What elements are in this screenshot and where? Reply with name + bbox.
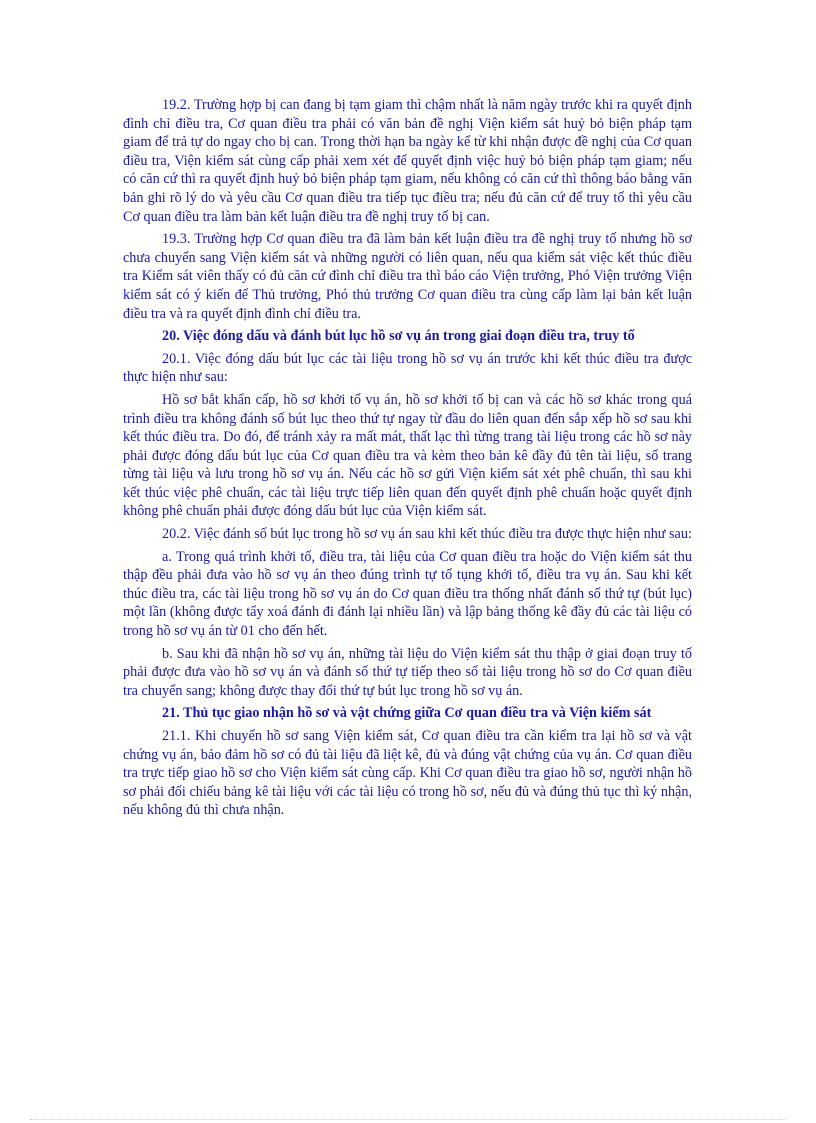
paragraph-20-2: 20.2. Việc đánh số bút lục trong hồ sơ vụ án sau khi kết thúc điều tra được thực hiện như sau: <box>162 526 692 543</box>
paragraph-20-2-a: a. Trong quá trình khởi tố, điều tra, tài liệu của Cơ quan điều tra hoặc do Viện kiểm sát thu thập đều phải đưa vào hồ sơ vụ án theo đúng trình tự tố tụng khởi tố, điều tra vụ án. Sau khi kết thúc điều tra, các tài liệu trong hồ sơ vụ án do Cơ quan điều tra thống nhất đánh số thứ tự (bút lục) một lần (không được tẩy xoá đánh đi đánh lại nhiều lần) và lập bảng thống kê đầy đủ các tài liệu có trong hồ sơ vụ án từ 01 cho đến hết. <box>123 548 692 640</box>
paragraph-20-2-b: b. Sau khi đã nhận hồ sơ vụ án, những tài liệu do Viện kiểm sát thu thập ở giai đoạn truy tố phải được đưa vào hồ sơ vụ án và đánh số thứ tự tiếp theo số tài liệu trong hồ sơ do Cơ quan điều tra chuyển sang; không được thay đổi thứ tự bút lục trong hồ sơ vụ án. <box>123 645 692 699</box>
paragraph-20-1-detail: Hồ sơ bắt khẩn cấp, hồ sơ khởi tố vụ án, hồ sơ khởi tố bị can và các hồ sơ khác trong quá trình điều tra không đánh số bút lục theo thứ tự ngay từ đầu do liên quan đến sắp xếp hồ sơ sau khi kết thúc điều tra. Do đó, để tránh xảy ra mất mát, thất lạc thì từng trang tài liệu trong các hồ sơ này phải được đóng dấu bút lục của Cơ quan điều tra và kèm theo bản kê đầy đủ tên tài liệu, số trang từng tài liệu và lưu trong hồ sơ vụ án. Nếu các hồ sơ gửi Viện kiểm sát xét phê chuẩn, thì sau khi kết thúc việc phê chuẩn, các tài liệu trực tiếp liên quan đến quyết định phê chuẩn hoặc quyết định không phê chuẩn phải được đóng dấu bút lục của Viện kiểm sát. <box>123 391 692 520</box>
paragraph-20-1: 20.1. Việc đóng dấu bút lục các tài liệu trong hồ sơ vụ án trước khi kết thúc điều tra được thực hiện như sau: <box>123 350 692 386</box>
section-heading-20: 20. Việc đóng dấu và đánh bút lục hồ sơ vụ án trong giai đoạn điều tra, truy tố <box>162 328 635 345</box>
paragraph-21-1: 21.1. Khi chuyển hồ sơ sang Viện kiểm sát, Cơ quan điều tra cần kiểm tra lại hồ sơ và vật chứng vụ án, bảo đảm hồ sơ có đủ tài liệu đã liệt kê, đủ và đúng vật chứng của vụ án. Cơ quan điều tra trực tiếp giao hồ sơ cho Viện kiểm sát cùng cấp. Khi Cơ quan điều tra giao hồ sơ, người nhận hồ sơ phải đối chiếu bảng kê tài liệu với các tài liệu có trong hồ sơ, nếu đủ và đúng thủ tục thì ký nhận, nếu không đủ thì chưa nhận. <box>123 728 692 819</box>
paragraph-19-2: 19.2. Trường hợp bị can đang bị tạm giam thì chậm nhất là năm ngày trước khi ra quyết định đình chỉ điều tra, Cơ quan điều tra phải có văn bản đề nghị Viện kiểm sát huỷ bỏ biện pháp tạm giam để trả tự do ngay cho bị can. Trong thời hạn ba ngày kể từ khi nhận được đề nghị của Cơ quan điều tra, Viện kiểm sát cùng cấp phải xem xét để quyết định việc huỷ bỏ biện pháp tạm giam; nếu có căn cứ thì ra quyết định huỷ bỏ biện pháp tạm giam, nếu không có căn cứ thì thông báo bằng văn bản ghi rõ lý do và yêu cầu Cơ quan điều tra tiếp tục điều tra; nếu đủ căn cứ để truy tố thì yêu cầu Cơ quan điều tra làm bản kết luận điều tra đề nghị truy tố bị can. <box>123 97 692 225</box>
section-heading-21: 21. Thủ tục giao nhận hồ sơ và vật chứng giữa Cơ quan điều tra và Viện kiểm sát <box>162 705 652 722</box>
document-page <box>123 96 692 824</box>
page-bottom-divider <box>30 1119 786 1120</box>
paragraph-19-3: 19.3. Trường hợp Cơ quan điều tra đã làm bản kết luận điều tra đề nghị truy tố nhưng hồ sơ chưa chuyển sang Viện kiểm sát và những người có liên quan, nếu qua kiểm sát việc kết thúc điều tra Kiểm sát viên thấy có đủ căn cứ đình chỉ điều tra thì báo cáo Viện trưởng, Phó Viện trưởng Viện kiểm sát có ý kiến để Thủ trưởng, Phó thủ trưởng Cơ quan điều tra cùng cấp làm lại bản kết luận điều tra và ra quyết định đình chỉ điều tra. <box>123 231 692 322</box>
